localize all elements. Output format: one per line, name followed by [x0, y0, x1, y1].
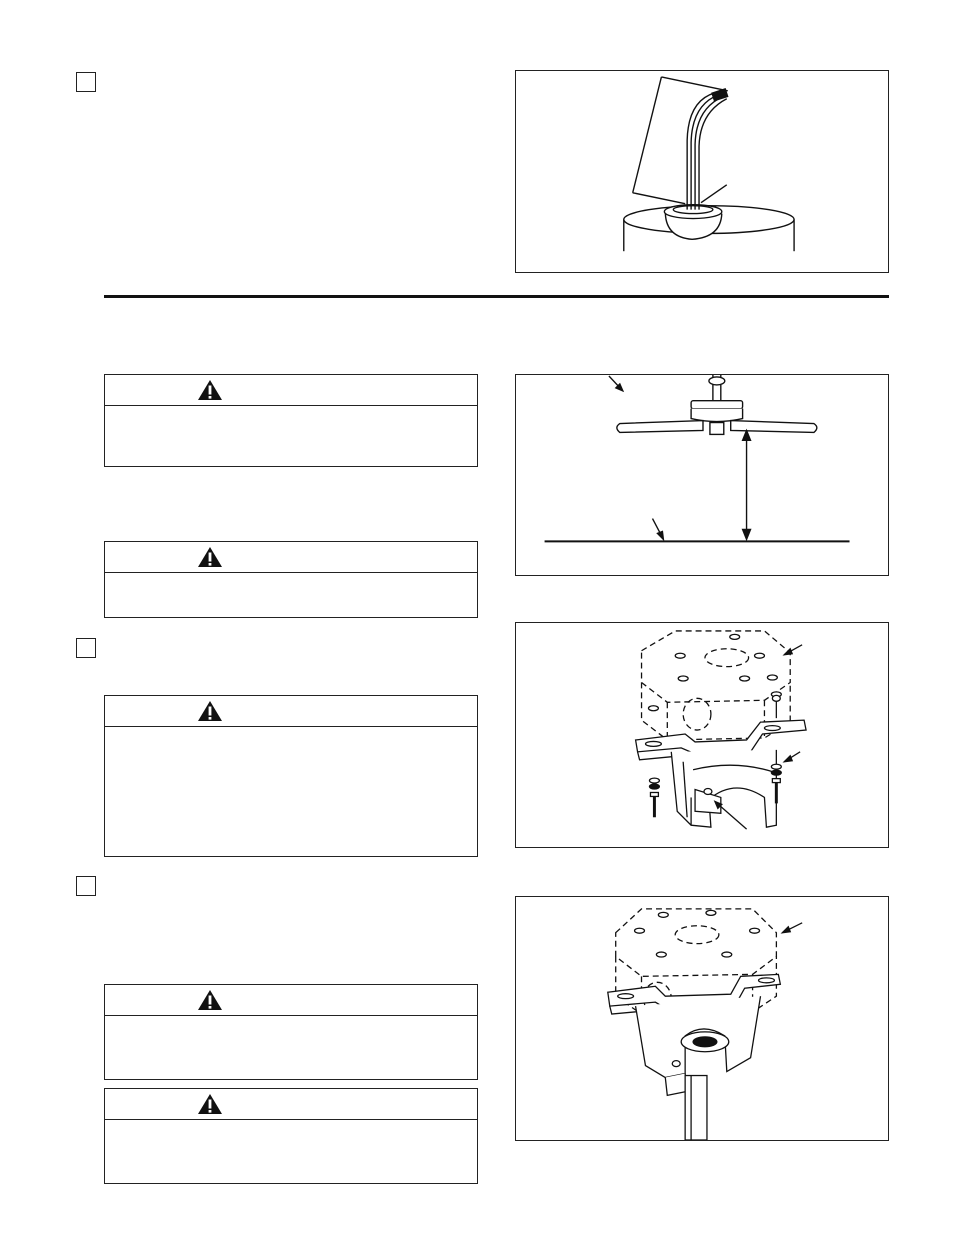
warning-box-3 [104, 695, 478, 857]
warning-triangle-icon [197, 1093, 223, 1115]
warning-box-5 [104, 1088, 478, 1184]
warning-box-4 [104, 984, 478, 1080]
warning-triangle-icon [197, 379, 223, 401]
warning-triangle-icon [197, 700, 223, 722]
bracket-outlet-box-figure [515, 622, 889, 848]
warning-header [105, 985, 477, 1016]
warning-header [105, 375, 477, 406]
warning-box-2 [104, 541, 478, 618]
fan-clearance-figure [515, 374, 889, 576]
step-box-3 [76, 876, 96, 896]
warning-triangle-icon [197, 546, 223, 568]
step-box-2 [76, 638, 96, 658]
step-box-1 [76, 72, 96, 92]
warning-box-1 [104, 374, 478, 467]
bracket-mounted-figure [515, 896, 889, 1141]
warning-header [105, 1089, 477, 1120]
wire-length-figure [515, 70, 889, 273]
section-divider [104, 295, 889, 298]
warning-triangle-icon [197, 989, 223, 1011]
warning-header [105, 542, 477, 573]
warning-header [105, 696, 477, 727]
